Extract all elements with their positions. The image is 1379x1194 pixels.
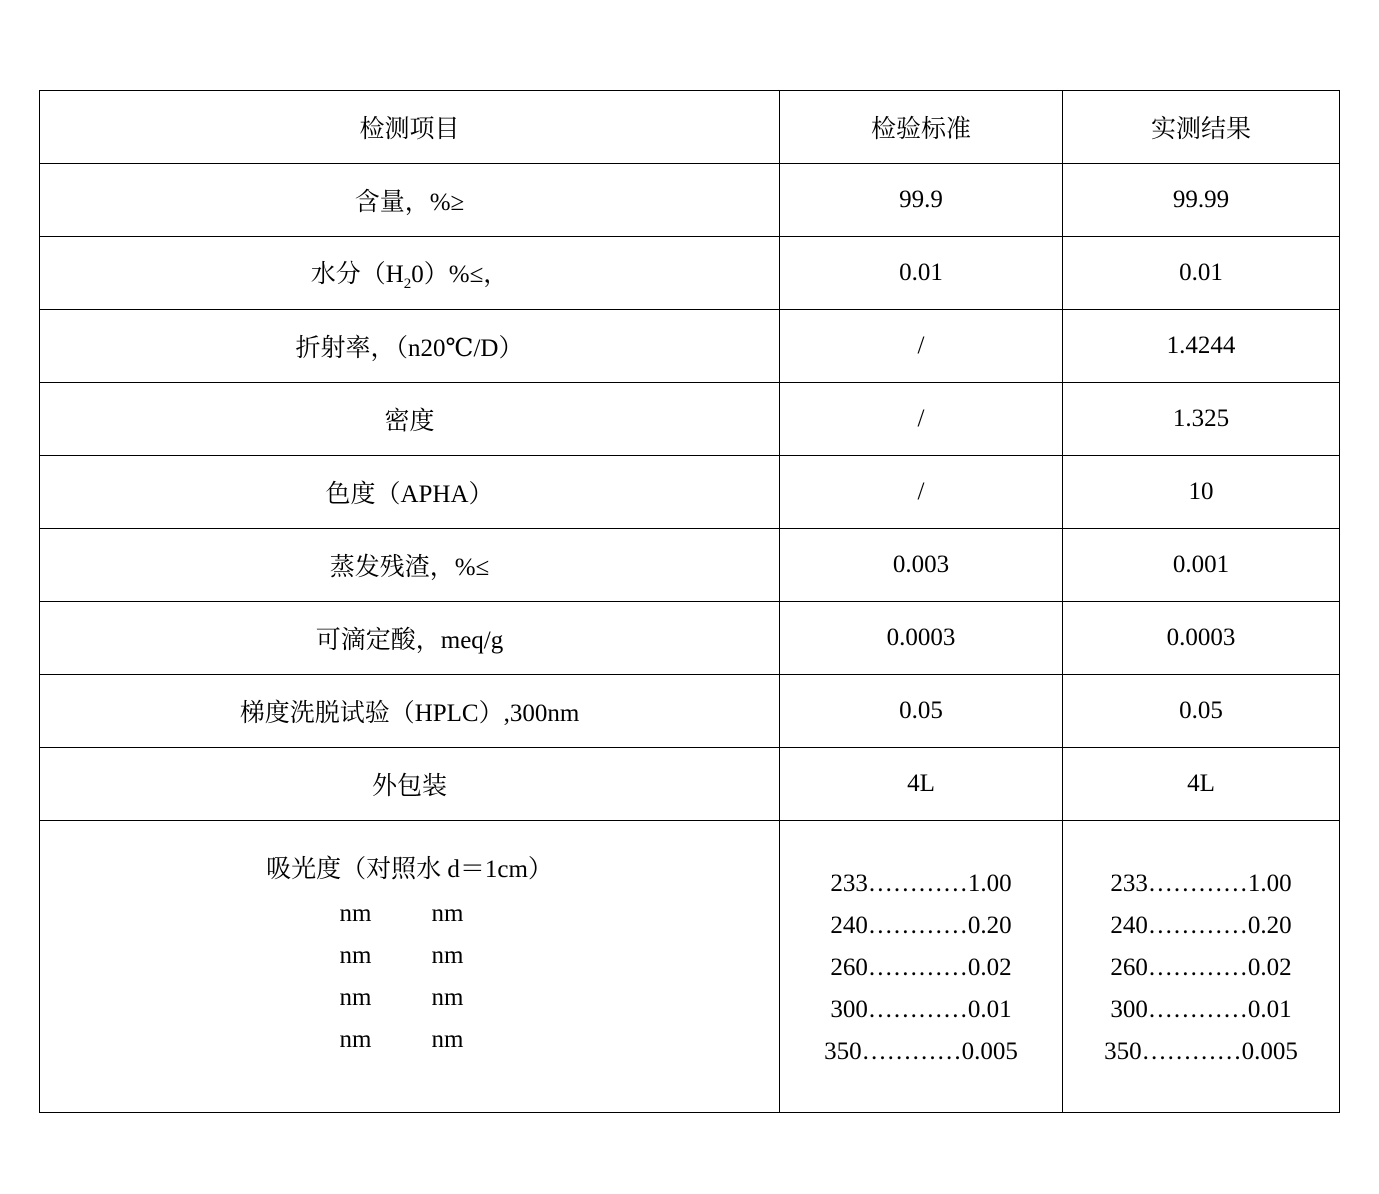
absorbance-line: 233…………1.00 — [1110, 869, 1292, 897]
result-cell: 1.4244 — [1063, 310, 1340, 383]
standard-cell: 0.0003 — [780, 602, 1063, 675]
header-result: 实测结果 — [1063, 91, 1340, 164]
result-cell: 99.99 — [1063, 164, 1340, 237]
table-row — [40, 456, 1340, 529]
item-cell: 外包装 — [40, 748, 780, 821]
table-row — [40, 529, 1340, 602]
table-row — [40, 602, 1340, 675]
unit-label: nm — [431, 942, 464, 969]
standard-cell: 0.01 — [780, 237, 1063, 310]
absorbance-line: 260…………0.02 — [830, 953, 1012, 981]
item-cell — [40, 237, 780, 310]
header-item: 检测项目 — [40, 91, 780, 164]
absorbance-line: 260…………0.02 — [1110, 953, 1292, 981]
absorbance-result-list — [1063, 863, 1339, 1073]
unit-label: nm — [339, 942, 372, 969]
standard-cell: / — [780, 310, 1063, 383]
absorbance-line: 240…………0.20 — [830, 911, 1012, 939]
table-row — [40, 675, 1340, 748]
item-cell: 蒸发残渣，%≤ — [40, 529, 780, 602]
result-cell: 1.325 — [1063, 383, 1340, 456]
item-cell: 色度（APHA） — [40, 456, 780, 529]
absorbance-item-cell — [40, 821, 780, 1113]
result-cell: 0.05 — [1063, 675, 1340, 748]
result-cell: 0.01 — [1063, 237, 1340, 310]
absorbance-line: 300…………0.01 — [1110, 995, 1292, 1023]
absorbance-line: 350…………0.005 — [1104, 1037, 1298, 1065]
absorbance-result-cell — [1063, 821, 1340, 1113]
absorbance-title: 吸光度（对照水 d＝1cm） — [266, 856, 553, 883]
item-prefix: 水分（H — [310, 260, 404, 288]
table-row — [40, 748, 1340, 821]
item-cell: 密度 — [40, 383, 780, 456]
result-cell: 0.0003 — [1063, 602, 1340, 675]
unit-label: nm — [431, 1026, 464, 1053]
absorbance-line: 240…………0.20 — [1110, 911, 1292, 939]
table-row — [40, 383, 1340, 456]
unit-label: nm — [431, 984, 464, 1011]
item-cell: 梯度洗脱试验（HPLC）,300nm — [40, 675, 780, 748]
header-standard: 检验标准 — [780, 91, 1063, 164]
standard-cell: / — [780, 456, 1063, 529]
absorbance-line: 300…………0.01 — [830, 995, 1012, 1023]
table-row — [40, 164, 1340, 237]
unit-label: nm — [339, 984, 372, 1011]
standard-cell: 0.05 — [780, 675, 1063, 748]
standard-cell: 4L — [780, 748, 1063, 821]
absorbance-standard-list — [780, 863, 1062, 1073]
table-row — [40, 310, 1340, 383]
table-row — [40, 237, 1340, 310]
item-suffix: 0）%≤， — [411, 260, 509, 288]
result-cell: 10 — [1063, 456, 1340, 529]
item-subscript: 2 — [403, 275, 412, 292]
result-cell: 0.001 — [1063, 529, 1340, 602]
header-row — [40, 91, 1340, 164]
standard-cell: 99.9 — [780, 164, 1063, 237]
unit-label: nm — [339, 1026, 372, 1053]
absorbance-line: 350…………0.005 — [824, 1037, 1018, 1065]
standard-cell: 0.003 — [780, 529, 1063, 602]
standard-cell: / — [780, 383, 1063, 456]
item-cell: 含量，%≥ — [40, 164, 780, 237]
unit-label: nm — [431, 900, 464, 927]
absorbance-line: 233…………1.00 — [830, 869, 1012, 897]
result-cell: 4L — [1063, 748, 1340, 821]
unit-label: nm — [339, 900, 372, 927]
specification-table — [39, 90, 1340, 1113]
absorbance-row — [40, 821, 1340, 1113]
item-cell: 折射率，（n20℃/D） — [40, 310, 780, 383]
absorbance-unit-grid — [24, 893, 779, 1061]
absorbance-standard-cell — [780, 821, 1063, 1113]
item-cell: 可滴定酸，meq/g — [40, 602, 780, 675]
